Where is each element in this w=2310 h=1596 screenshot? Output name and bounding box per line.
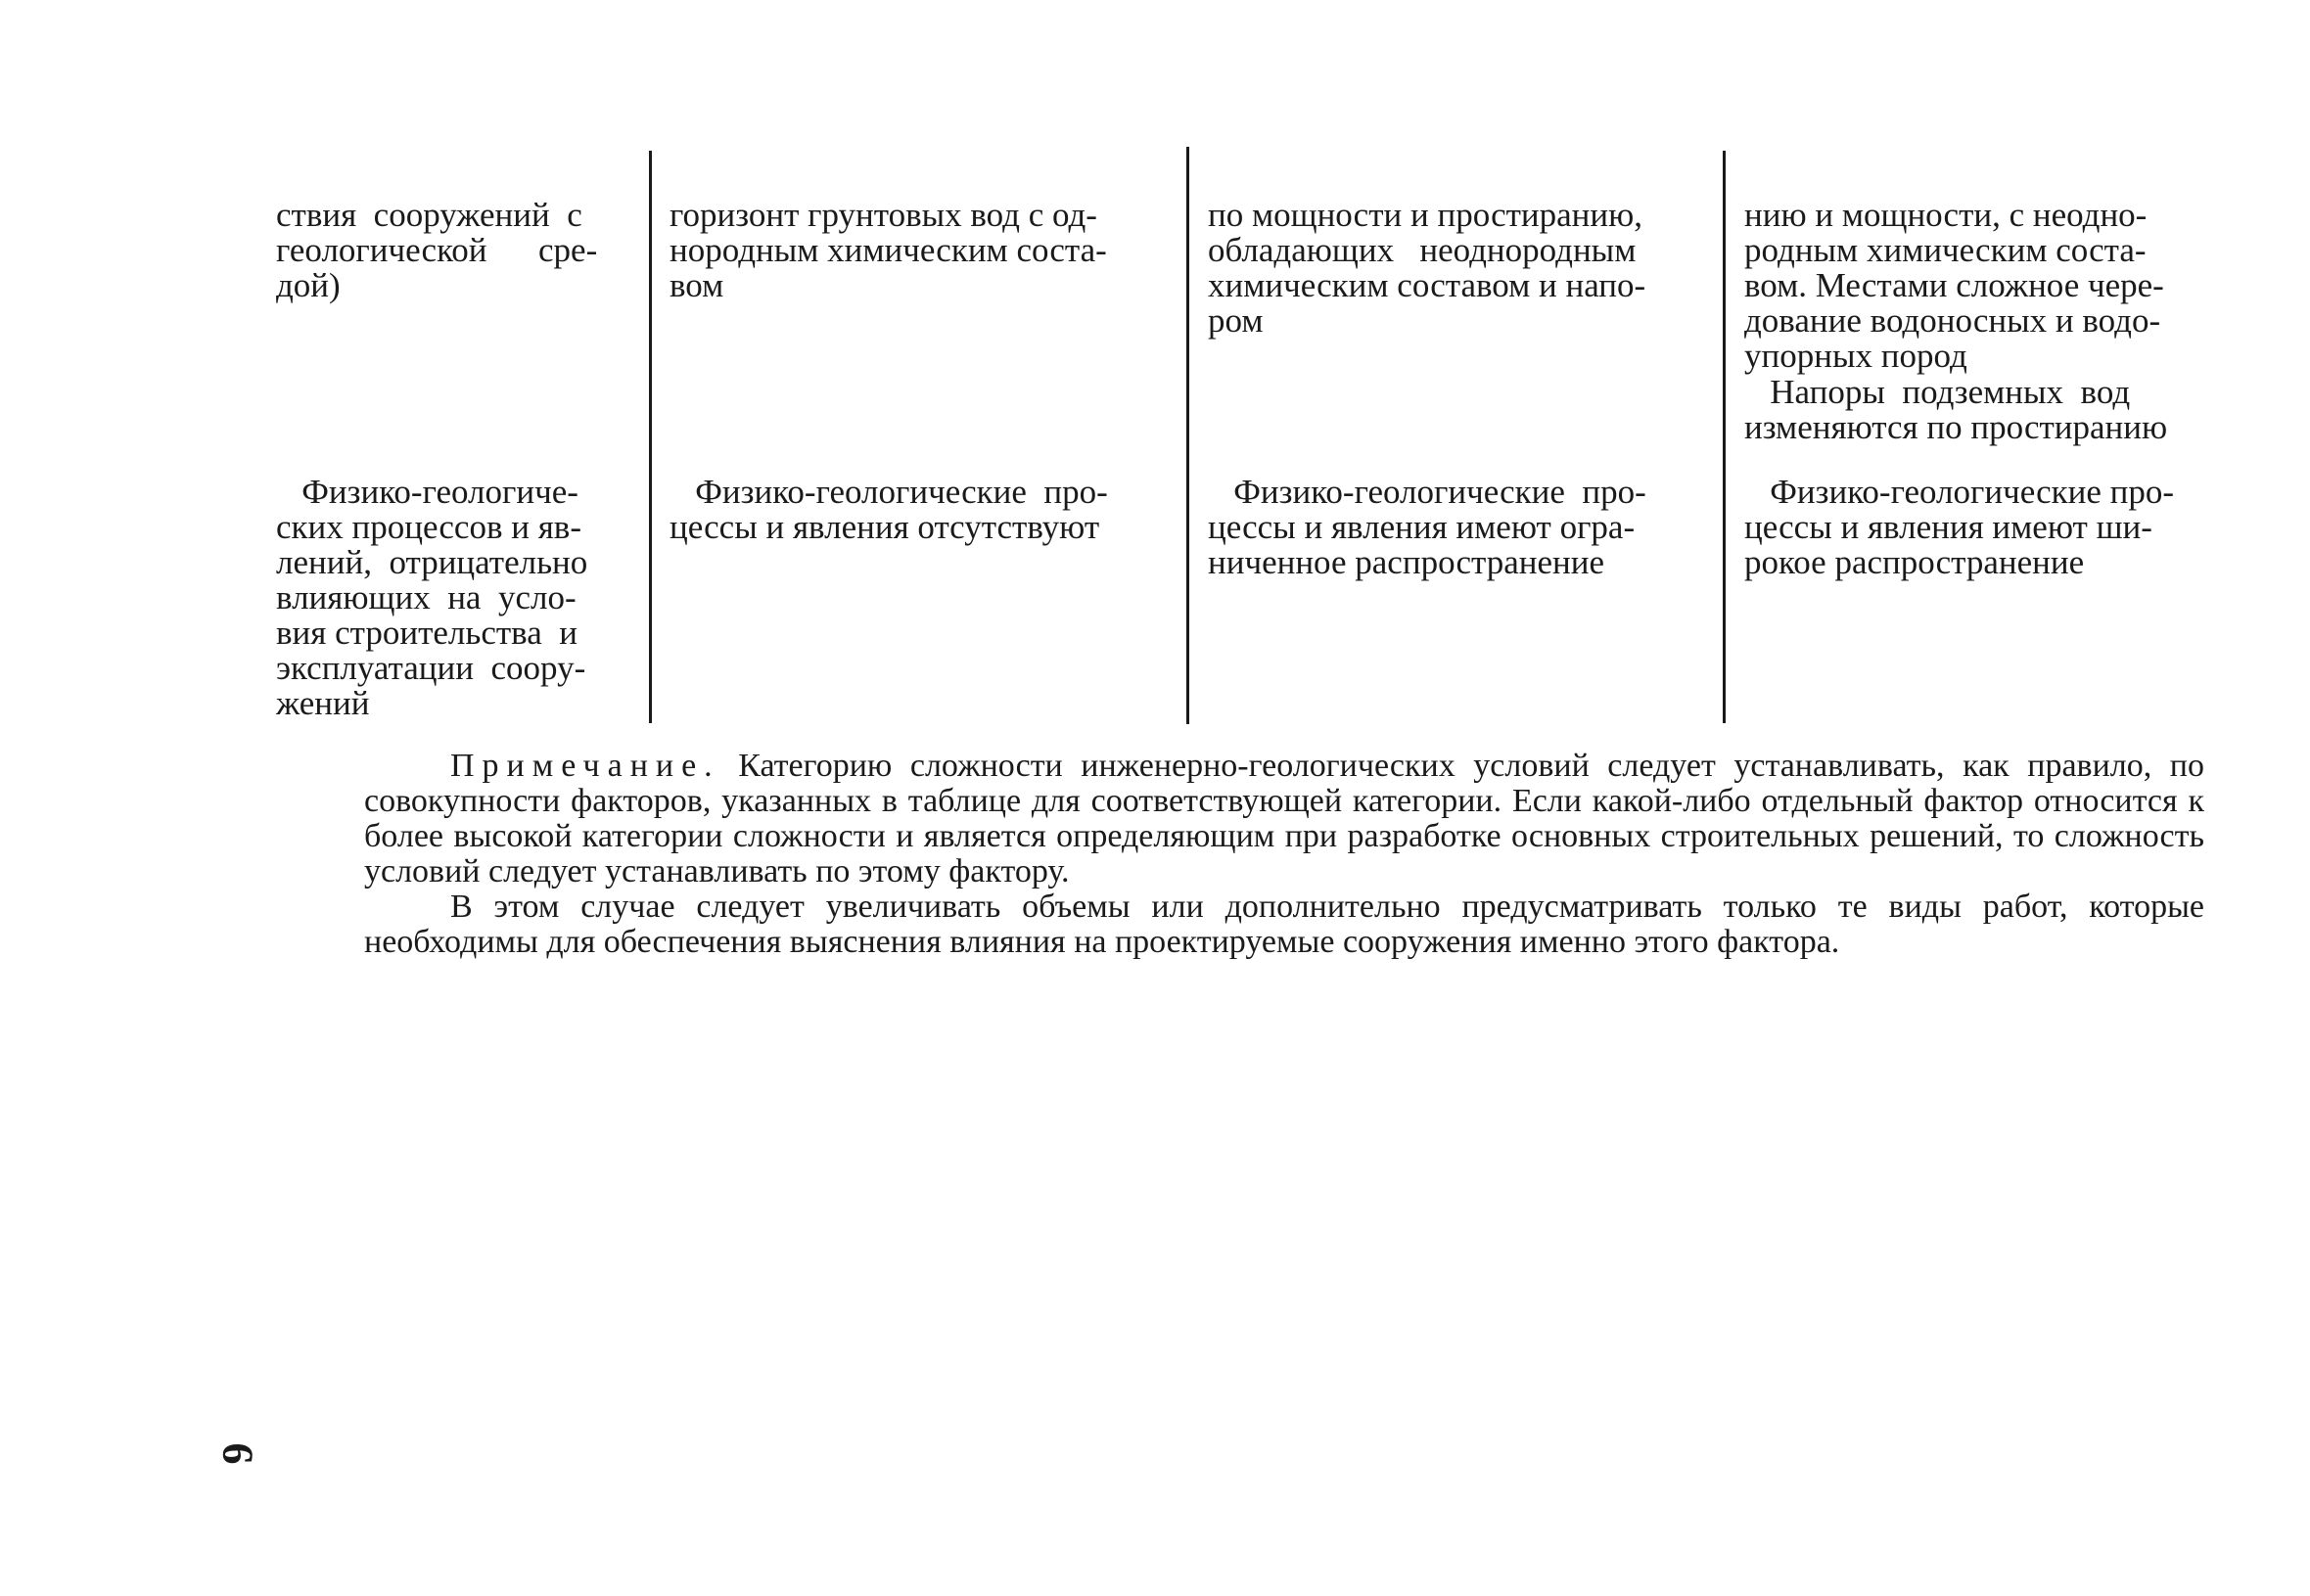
column-divider-2	[1186, 147, 1189, 724]
note-paragraph-1	[364, 749, 2204, 889]
row1-factor-cell: ствия сооружений с геологической сре- дой)	[276, 196, 598, 304]
row2-category3-cell: Физико-геологические про- цессы и явления имеют ши- рокое распространение	[1744, 473, 2175, 581]
page-number: 6	[213, 1442, 262, 1465]
row1-category2-cell: по мощности и простиранию, обладающих неоднородным химическим составом и напо- ром	[1208, 196, 1646, 340]
row2-category1-cell: Физико-геологические про- цессы и явления отсутствуют	[670, 473, 1108, 546]
row1-category3-cell-continued: Напоры подземных вод изменяются по простиранию	[1744, 373, 2168, 446]
column-divider-3	[1723, 151, 1726, 723]
row1-category3-cell: нию и мощности, с неодно- родным химическим соста- вом. Местами сложное чере- дование водоносных и водо- упорных пород	[1744, 196, 2164, 375]
table-note	[364, 749, 2204, 960]
row1-category1-cell: горизонт грунтовых вод с од- нородным химическим соста- вом	[670, 196, 1107, 304]
row2-category2-cell: Физико-геологические про- цессы и явления имеют огра- ниченное распространение	[1208, 473, 1646, 581]
note-lead-word: Примечание.	[450, 748, 720, 784]
note-paragraph-1-text: Категорию сложности инженерно-геологических условий следует устанавливать, как правило, по совокупности факторов, указанных в таблице для соответствующей категории. Если какой-либо отдельный фактор относится к более высокой категории сложности и является определяющим при разработке основных строительных решений, то сложность условий следует устанавливать по этому фактору.	[364, 748, 2204, 889]
conditions-table	[276, 147, 2224, 724]
note-paragraph-2: В этом случае следует увеличивать объемы или дополнительно предусматривать только те виды работ, которые необходимы для обеспечения выяснения влияния на проектируемые сооружения именно этого фактора.	[364, 889, 2204, 960]
column-divider-1	[649, 151, 652, 723]
row2-factor-cell: Физико-геологиче- ских процессов и яв- лений, отрицательно влияющих на усло- вия строительства и эксплуатации соору- жений	[276, 473, 588, 722]
